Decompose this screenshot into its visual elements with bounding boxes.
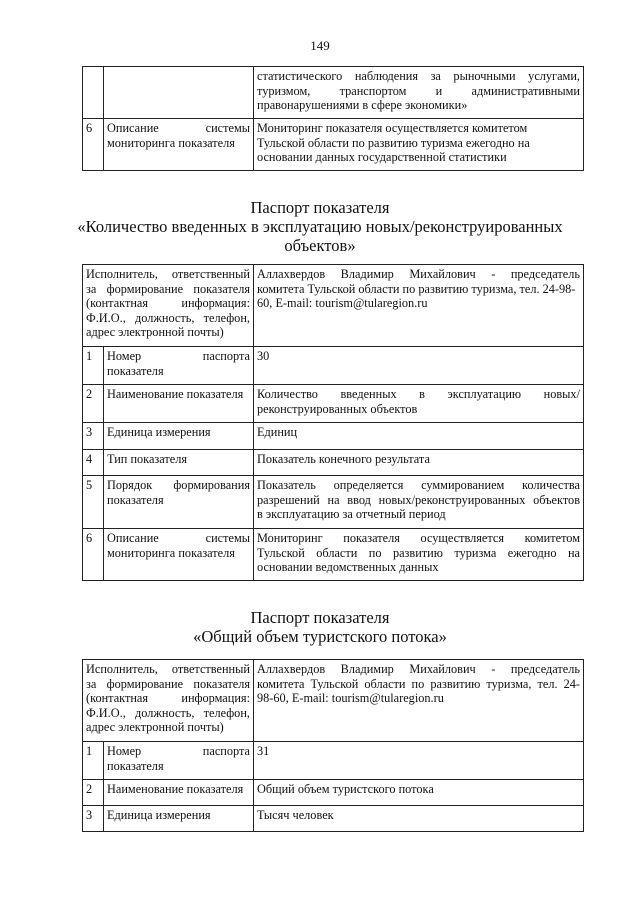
row-number-cell: 4 bbox=[83, 450, 104, 476]
row-number-cell: 1 bbox=[83, 347, 104, 385]
row-number-cell: 6 bbox=[83, 529, 104, 581]
row-number-cell: 2 bbox=[83, 385, 104, 423]
row-label-cell: Единица измерения bbox=[104, 806, 254, 832]
passport-heading: Паспорт показателя «Количество введенных в эксплуатацию новых/реконструированных объектов» bbox=[77, 198, 563, 255]
page-number: 149 bbox=[310, 38, 330, 53]
passport-table bbox=[82, 659, 584, 832]
executor-value-cell: Аллахвердов Владимир Михайлович - председатель комитета Тульской области по развитию туризма, тел. 24- 98-60, E-mail: tourism@tularegion.ru bbox=[254, 660, 584, 742]
row-number-cell: 5 bbox=[83, 476, 104, 529]
row-label-cell: Описание системы мониторинга показателя bbox=[104, 119, 254, 171]
row-value-cell: Общий объем туристского потока bbox=[254, 780, 584, 806]
row-value-cell: Количество введенных в эксплуатацию новых/ реконструированных объектов bbox=[254, 385, 584, 423]
row-value-cell: Тысяч человек bbox=[254, 806, 584, 832]
row-label-cell: Тип показателя bbox=[104, 450, 254, 476]
executor-label-cell: Исполнитель, ответственный за формирование показателя (контактная информация: Ф.И.О., должность, телефон, адрес электронной почты) bbox=[83, 660, 254, 742]
table-row bbox=[83, 265, 584, 347]
row-value-cell: Единиц bbox=[254, 423, 584, 450]
row-value-cell: 31 bbox=[254, 742, 584, 780]
row-label-cell: Наименование показателя bbox=[104, 385, 254, 423]
passport-table bbox=[82, 264, 584, 581]
row-label-cell: Наименование показателя bbox=[104, 780, 254, 806]
table-row bbox=[83, 423, 584, 450]
row-number-cell: 2 bbox=[83, 780, 104, 806]
table-row bbox=[83, 347, 584, 385]
row-label-cell: Порядок формирования показателя bbox=[104, 476, 254, 529]
table-row bbox=[83, 476, 584, 529]
row-number-cell: 1 bbox=[83, 742, 104, 780]
table-row bbox=[83, 742, 584, 780]
executor-label-cell: Исполнитель, ответственный за формирование показателя (контактная информация: Ф.И.О., должность, телефон, адрес электронной почты) bbox=[83, 265, 254, 347]
row-value-cell: 30 bbox=[254, 347, 584, 385]
row-value-cell: Показатель конечного результата bbox=[254, 450, 584, 476]
row-number-cell: 3 bbox=[83, 806, 104, 832]
table-row bbox=[83, 806, 584, 832]
table-row bbox=[83, 529, 584, 581]
table-row bbox=[83, 450, 584, 476]
row-number-cell: 3 bbox=[83, 423, 104, 450]
row-value-cell: Показатель определяется суммированием количества разрешений на ввод новых/реконструированных объектов в эксплуатацию за отчетный период bbox=[254, 476, 584, 529]
row-label-cell: Описание системы мониторинга показателя bbox=[104, 529, 254, 581]
table-row bbox=[83, 780, 584, 806]
row-value-cell: Мониторинг показателя осуществляется комитетом Тульской области по развитию туризма ежегодно на основании данных государственной статистики bbox=[254, 119, 584, 171]
table-row bbox=[83, 67, 584, 119]
table-row bbox=[83, 660, 584, 742]
executor-value-cell: Аллахвердов Владимир Михайлович - председатель комитета Тульской области по развитию туризма, тел. 24-98-60, E-mail: tourism@tularegion.ru bbox=[254, 265, 584, 347]
row-label-cell: Номер паспорта показателя bbox=[104, 347, 254, 385]
row-label-cell bbox=[104, 67, 254, 119]
row-value-cell: статистического наблюдения за рыночными услугами, туризмом, транспортом и административными правонарушениями в сфере экономики» bbox=[254, 67, 584, 119]
previous-passport-table bbox=[82, 66, 584, 171]
passport-heading: Паспорт показателя «Общий объем туристского потока» bbox=[193, 608, 447, 646]
row-number-cell bbox=[83, 67, 104, 119]
table-row bbox=[83, 119, 584, 171]
row-number-cell: 6 bbox=[83, 119, 104, 171]
row-label-cell: Единица измерения bbox=[104, 423, 254, 450]
table-row bbox=[83, 385, 584, 423]
row-value-cell: Мониторинг показателя осуществляется комитетом Тульской области по развитию туризма ежегодно на основании ведомственных данных bbox=[254, 529, 584, 581]
row-label-cell: Номер паспорта показателя bbox=[104, 742, 254, 780]
